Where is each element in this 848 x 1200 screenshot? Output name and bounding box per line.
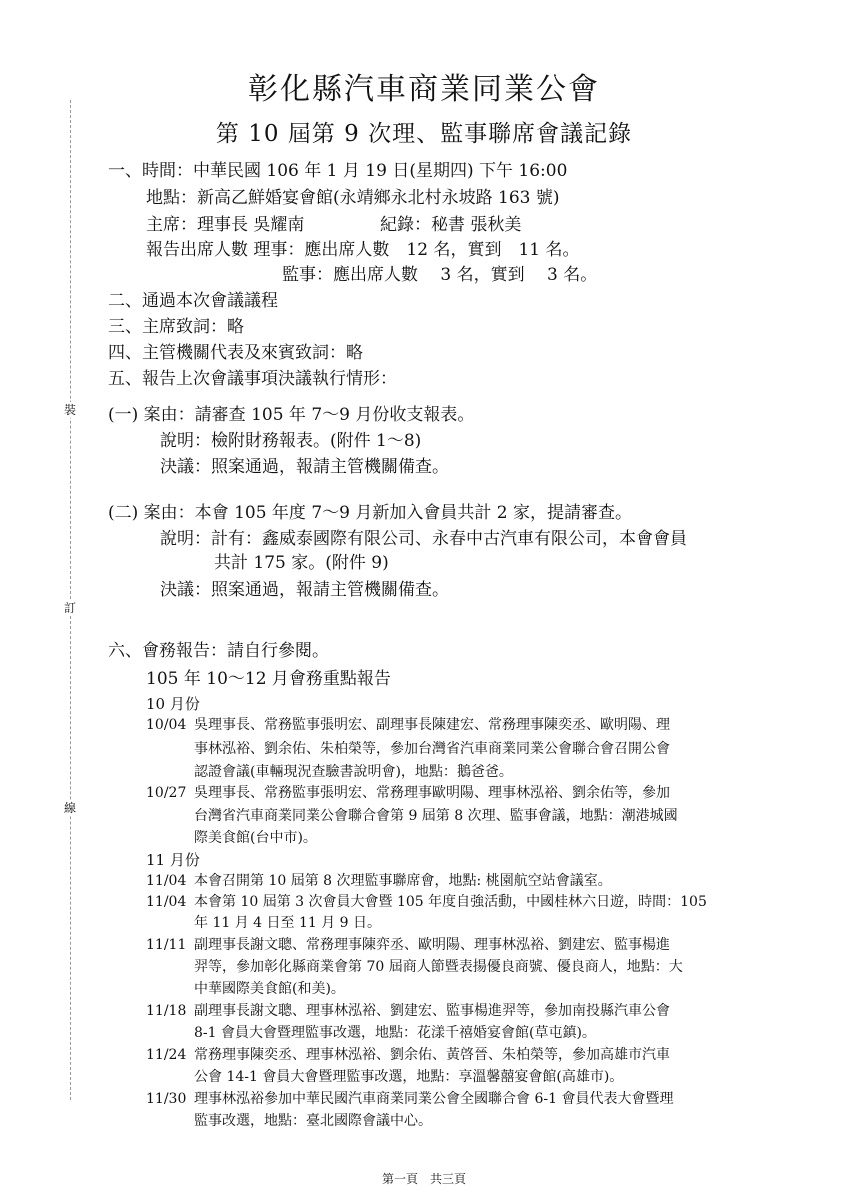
entry-text: 吳理事長、常務監事張明宏、常務理事歐明陽、理事林泓裕、劉余佑等，參加 [194,785,670,801]
entry-date: 10/04 [146,717,187,733]
entry-text: 副理事長謝文聰、理事林泓裕、劉建宏、監事楊進羿等，參加南投縣汽車公會 [194,1003,670,1019]
binding-mark-zhuang: 裝 [60,402,80,418]
section-association-report: 六、會務報告：請自行參閱。 [108,641,329,661]
entry-text: 事林泓裕、劉余佑、朱柏榮等，參加台灣省汽車商業同業公會聯合會召開公會 [194,741,670,757]
entry-text: 認證會議(車輛現況查驗書說明會)，地點：鵝爸爸。 [194,764,513,780]
section-agenda: 二、通過本次會議議程 [108,291,278,311]
binding-mark-ding: 訂 [60,600,80,616]
meeting-chair: 主席：理事長 吳耀南 [146,215,305,235]
meeting-time: 一、時間：中華民國 106 年 1 月 19 日(星期四) 下午 16:00 [108,161,568,181]
entry-date: 11/18 [146,1003,187,1019]
entry-date: 10/27 [146,785,187,801]
entry-text: 監事改選，地點：臺北國際會議中心。 [194,1113,432,1129]
month-october: 10 月份 [146,695,200,713]
entry-text: 本會第 10 屆第 3 次會員大會暨 105 年度自強活動，中國桂林六日遊，時間：105 [194,894,707,910]
case-2-subject: (二) 案由：本會 105 年度 7～9 月新加入會員共計 2 家，提請審查。 [108,503,632,523]
entry-text: 台灣省汽車商業同業公會聯合會第 9 屆第 8 次理、監事會議，地點：潮港城國 [194,808,678,824]
entry-text: 理事林泓裕參加中華民國汽車商業同業公會全國聯合會 6-1 會員代表大會暨理 [194,1091,674,1107]
case-1-subject: (一) 案由：請審查 105 年 7～9 月份收支報表。 [108,405,475,425]
report-title: 105 年 10～12 月會務重點報告 [146,669,391,689]
entry-date: 11/11 [146,937,187,953]
case-1-resolution: 決議：照案通過，報請主管機關備查。 [160,457,449,477]
entry-text: 中華國際美食館(和美)。 [194,981,345,997]
entry-date: 11/04 [146,873,187,889]
case-2-explanation: 說明：計有：鑫威泰國際有限公司、永春中古汽車有限公司，本會會員 [160,529,687,549]
entry-text: 副理事長謝文聰、常務理事陳弈丞、歐明陽、理事林泓裕、劉建宏、監事楊進 [194,937,670,953]
month-november: 11 月份 [146,851,200,869]
entry-text: 吳理事長、常務監事張明宏、副理事長陳建宏、常務理事陳奕丞、歐明陽、理 [194,717,670,733]
section-previous-resolutions: 五、報告上次會議事項決議執行情形： [108,369,397,389]
section-guest-speech: 四、主管機關代表及來賓致詞：略 [108,343,363,363]
attendance-supervisors: 監事：應出席人數 3 名，實到 3 名。 [282,265,598,285]
entry-date: 11/04 [146,894,187,910]
meeting-recorder: 紀錄：秘書 張秋美 [380,215,522,235]
case-2-resolution: 決議：照案通過，報請主管機關備查。 [160,580,449,600]
entry-text: 年 11 月 4 日至 11 月 9 日。 [194,915,382,931]
case-2-explanation-cont: 共計 175 家。(附件 9) [214,553,389,573]
document-title: 彰化縣汽車商業同業公會 [248,72,600,107]
entry-text: 8-1 會員大會暨理監事改選，地點：花漾千禧婚宴會館(草屯鎮)。 [194,1025,596,1041]
attendance-directors: 報告出席人數 理事：應出席人數 12 名，實到 11 名。 [146,240,580,260]
binding-mark-xian: 線 [60,800,80,816]
page-footer: 第一頁 共三頁 [381,1172,466,1186]
meeting-location: 地點：新高乙鮮婚宴會館(永靖鄉永北村永坡路 163 號) [146,188,560,208]
entry-date: 11/24 [146,1047,187,1063]
section-chair-speech: 三、主席致詞：略 [108,317,244,337]
entry-text: 際美食館(台中市)。 [194,830,317,846]
entry-text: 常務理事陳奕丞、理事林泓裕、劉余佑、黃啓晉、朱柏榮等，參加高雄市汽車 [194,1047,670,1063]
entry-text: 本會召開第 10 屆第 8 次理監事聯席會，地點: 桃園航空站會議室。 [194,873,612,889]
case-1-explanation: 說明：檢附財務報表。(附件 1～8) [160,431,422,451]
entry-text: 公會 14-1 會員大會暨理監事改選，地點：享溫馨囍宴會館(高雄市)。 [194,1069,624,1085]
entry-date: 11/30 [146,1091,187,1107]
document-subtitle: 第 10 屆第 9 次理、監事聯席會議記錄 [215,121,633,147]
entry-text: 羿等，參加彰化縣商業會第 70 屆商人節暨表揚優良商號、優良商人，地點：大 [194,959,683,975]
